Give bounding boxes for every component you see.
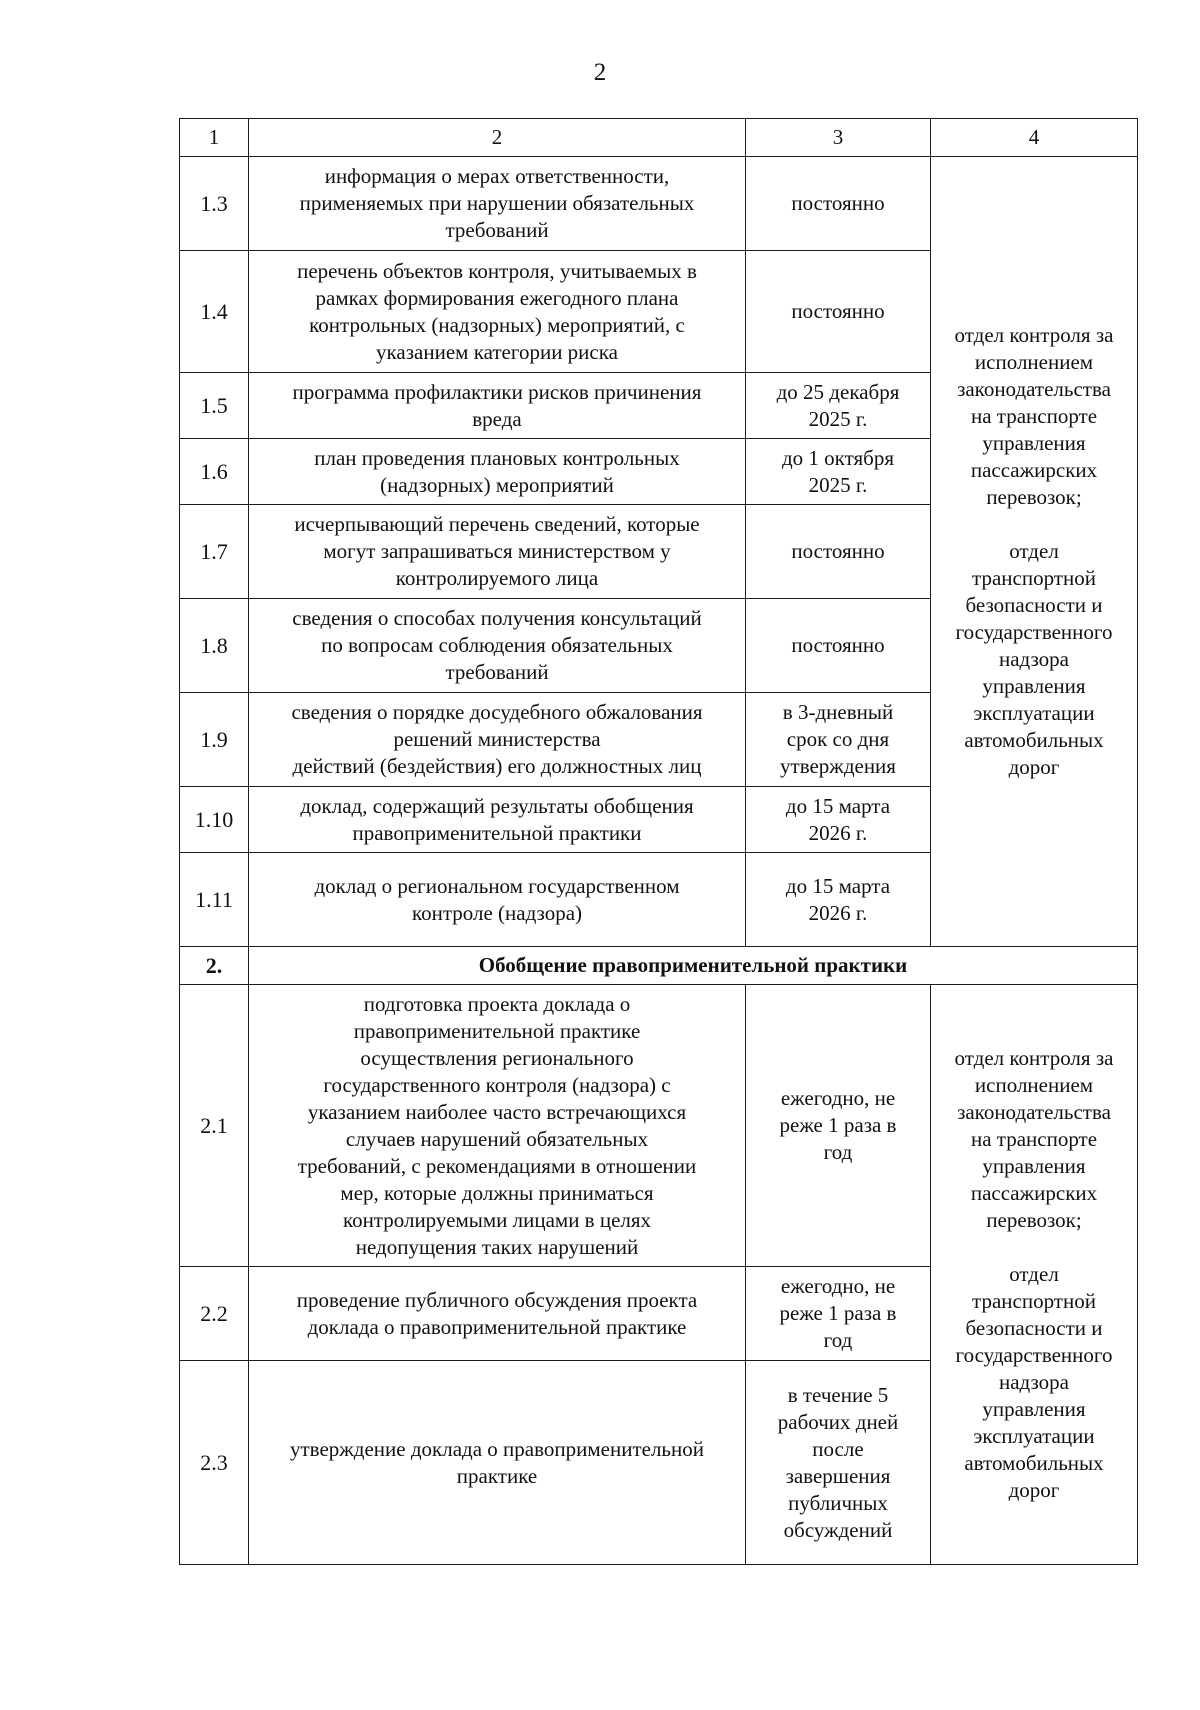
responsible-line: эксплуатации [973, 701, 1095, 725]
text-line: по вопросам соблюдения обязательных [321, 633, 673, 657]
row-term [746, 787, 931, 853]
responsible-line: законодательства [957, 377, 1111, 401]
text-line: реже 1 раза в [779, 1113, 897, 1137]
text-line: действий (бездействия) его должностных лиц [292, 754, 702, 778]
text-line: публичных [788, 1490, 888, 1515]
responsible-line: государственного [955, 1343, 1113, 1367]
responsible-cell [931, 985, 1138, 1565]
text-line: постоянно [791, 299, 885, 323]
responsible-line: перевозок; [986, 485, 1082, 509]
responsible-line: дорог [1008, 1478, 1060, 1502]
row-description [249, 251, 746, 373]
responsible-line: пассажирских [970, 458, 1098, 482]
row-number: 1.8 [180, 599, 249, 693]
responsible-line: автомобильных [964, 728, 1104, 752]
row-description [249, 439, 746, 505]
row-term [746, 985, 931, 1267]
section-title: Обобщение правоприменительной практики [249, 947, 1138, 985]
row-number: 1.3 [180, 157, 249, 251]
row-description [249, 985, 746, 1267]
text-line: могут запрашиваться министерством у [323, 539, 671, 563]
responsible-line: перевозок; [986, 1208, 1082, 1232]
text-line: осуществления регионального [360, 1045, 634, 1070]
text-line: 2025 г. [808, 472, 868, 497]
row-term [746, 251, 931, 373]
responsible-line: транспортной [972, 566, 1096, 590]
text-line: рамках формирования ежегодного плана [315, 285, 679, 310]
text-line: ежегодно, не [780, 1086, 896, 1110]
text-line: контролируемыми лицами в целях [342, 1207, 652, 1232]
row-number: 1.11 [180, 853, 249, 947]
text-line: мер, которые должны приниматься [340, 1180, 654, 1205]
row-number: 1.5 [180, 373, 249, 439]
page-number: 2 [593, 59, 607, 86]
text-line: после [812, 1436, 864, 1461]
text-line: обсуждений [783, 1517, 893, 1542]
text-line: недопущения таких нарушений [355, 1234, 639, 1259]
table-row [180, 985, 1138, 1267]
header-cell-3: 3 [746, 119, 931, 157]
responsible-line: государственного [955, 620, 1113, 644]
responsible-line: автомобильных [964, 1451, 1104, 1475]
row-term [746, 853, 931, 947]
text-line: (надзорных) мероприятий [380, 472, 614, 497]
responsible-line: отдел контроля за [954, 1046, 1114, 1070]
text-line: 2025 г. [808, 406, 868, 431]
row-description [249, 1361, 746, 1565]
text-line: требований [445, 660, 549, 684]
text-line: реже 1 раза в [779, 1301, 897, 1325]
row-number: 1.7 [180, 505, 249, 599]
row-description [249, 1267, 746, 1361]
responsible-line: надзора [999, 647, 1069, 671]
text-line: сведения о способах получения консультаций [292, 606, 702, 630]
responsible-line: безопасности и [965, 593, 1103, 617]
text-line: постоянно [791, 191, 885, 215]
text-line: в течение 5 [787, 1382, 889, 1407]
responsible-line: на транспорте [970, 1127, 1098, 1151]
responsible-line: управления [982, 674, 1086, 698]
text-line: проведение публичного обсуждения проекта [296, 1287, 698, 1312]
text-line: год [823, 1328, 853, 1352]
text-line: программа профилактики рисков причинения [292, 379, 702, 404]
responsible-line: управления [982, 1154, 1086, 1178]
text-line: информация о мерах ответственности, [324, 164, 670, 188]
table-header-row [180, 119, 1138, 157]
responsible-line: на транспорте [970, 404, 1098, 428]
responsible-line: пассажирских [970, 1181, 1098, 1205]
text-line: доклада о правоприменительной практике [307, 1314, 687, 1339]
text-line: практике [456, 1463, 538, 1488]
text-line: правоприменительной практике [353, 1018, 641, 1043]
row-description [249, 373, 746, 439]
responsible-gap [935, 511, 1133, 538]
responsible-line: исполнением [974, 1073, 1094, 1097]
row-number: 1.10 [180, 787, 249, 853]
text-line: год [823, 1140, 853, 1164]
row-term [746, 157, 931, 251]
row-term [746, 599, 931, 693]
text-line: контроле (надзора) [411, 900, 583, 925]
text-line: требований [445, 218, 549, 242]
text-line: постоянно [791, 633, 885, 657]
text-line: государственного контроля (надзора) с [323, 1072, 671, 1097]
text-line: правоприменительной практики [352, 820, 642, 845]
text-line: утверждения [780, 754, 896, 778]
section-number: 2. [180, 947, 249, 985]
responsible-line: отдел [1009, 539, 1059, 563]
responsible-line: управления [982, 431, 1086, 455]
responsible-cell [931, 157, 1138, 947]
text-line: указанием наиболее часто встречающихся [307, 1099, 687, 1124]
responsible-line: отдел контроля за [954, 323, 1114, 347]
text-line: решений министерства [393, 727, 601, 751]
responsible-line: отдел [1009, 1262, 1059, 1286]
text-line: постоянно [791, 539, 885, 563]
text-line: перечень объектов контроля, учитываемых в [297, 258, 697, 283]
responsible-line: законодательства [957, 1100, 1111, 1124]
row-term [746, 505, 931, 599]
responsible-line: безопасности и [965, 1316, 1103, 1340]
text-line: до 15 марта [785, 793, 891, 818]
row-description [249, 787, 746, 853]
text-line: случаев нарушений обязательных [345, 1126, 649, 1151]
row-number: 1.9 [180, 693, 249, 787]
responsible-line: дорог [1008, 755, 1060, 779]
row-term [746, 1267, 931, 1361]
text-line: утверждение доклада о правоприменительной [290, 1436, 704, 1461]
text-line: контрольных (надзорных) мероприятий, с [309, 312, 685, 337]
responsible-line: эксплуатации [973, 1424, 1095, 1448]
text-line: вреда [472, 406, 522, 431]
text-line: 2026 г. [808, 820, 868, 845]
responsible-line: транспортной [972, 1289, 1096, 1313]
responsible-line: исполнением [974, 350, 1094, 374]
text-line: исчерпывающий перечень сведений, которые [294, 512, 700, 536]
header-cell-4: 4 [931, 119, 1138, 157]
text-line: рабочих дней [777, 1409, 899, 1434]
text-line: в 3-дневный [782, 700, 894, 724]
text-line: до 15 марта [785, 873, 891, 898]
measures-table [179, 118, 1138, 1565]
row-number: 2.2 [180, 1267, 249, 1361]
text-line: завершения [785, 1463, 891, 1488]
header-cell-2: 2 [249, 119, 746, 157]
text-line: ежегодно, не [780, 1274, 896, 1298]
row-term [746, 439, 931, 505]
text-line: доклад о региональном государственном [314, 873, 680, 898]
text-line: до 1 октября [781, 445, 894, 470]
text-line: применяемых при нарушении обязательных [299, 191, 695, 215]
text-line: контролируемого лица [395, 566, 599, 590]
responsible-gap [935, 1234, 1133, 1261]
text-line: сведения о порядке досудебного обжалования [291, 700, 703, 724]
row-number: 2.3 [180, 1361, 249, 1565]
table-row [180, 157, 1138, 251]
section-heading-row [180, 947, 1138, 985]
row-number: 1.6 [180, 439, 249, 505]
row-description [249, 853, 746, 947]
row-description [249, 599, 746, 693]
row-description [249, 157, 746, 251]
row-description [249, 693, 746, 787]
responsible-line: надзора [999, 1370, 1069, 1394]
row-term [746, 693, 931, 787]
text-line: до 25 декабря [776, 379, 900, 404]
row-number: 1.4 [180, 251, 249, 373]
row-term [746, 373, 931, 439]
header-cell-1: 1 [180, 119, 249, 157]
text-line: доклад, содержащий результаты обобщения [300, 793, 694, 818]
text-line: требований, с рекомендациями в отношении [297, 1153, 697, 1178]
text-line: 2026 г. [808, 900, 868, 925]
row-description [249, 505, 746, 599]
text-line: срок со дня [786, 727, 890, 751]
text-line: указанием категории риска [376, 339, 618, 364]
row-term [746, 1361, 931, 1565]
row-number: 2.1 [180, 985, 249, 1267]
text-line: подготовка проекта доклада о [363, 991, 631, 1016]
text-line: план проведения плановых контрольных [314, 445, 680, 470]
responsible-line: управления [982, 1397, 1086, 1421]
